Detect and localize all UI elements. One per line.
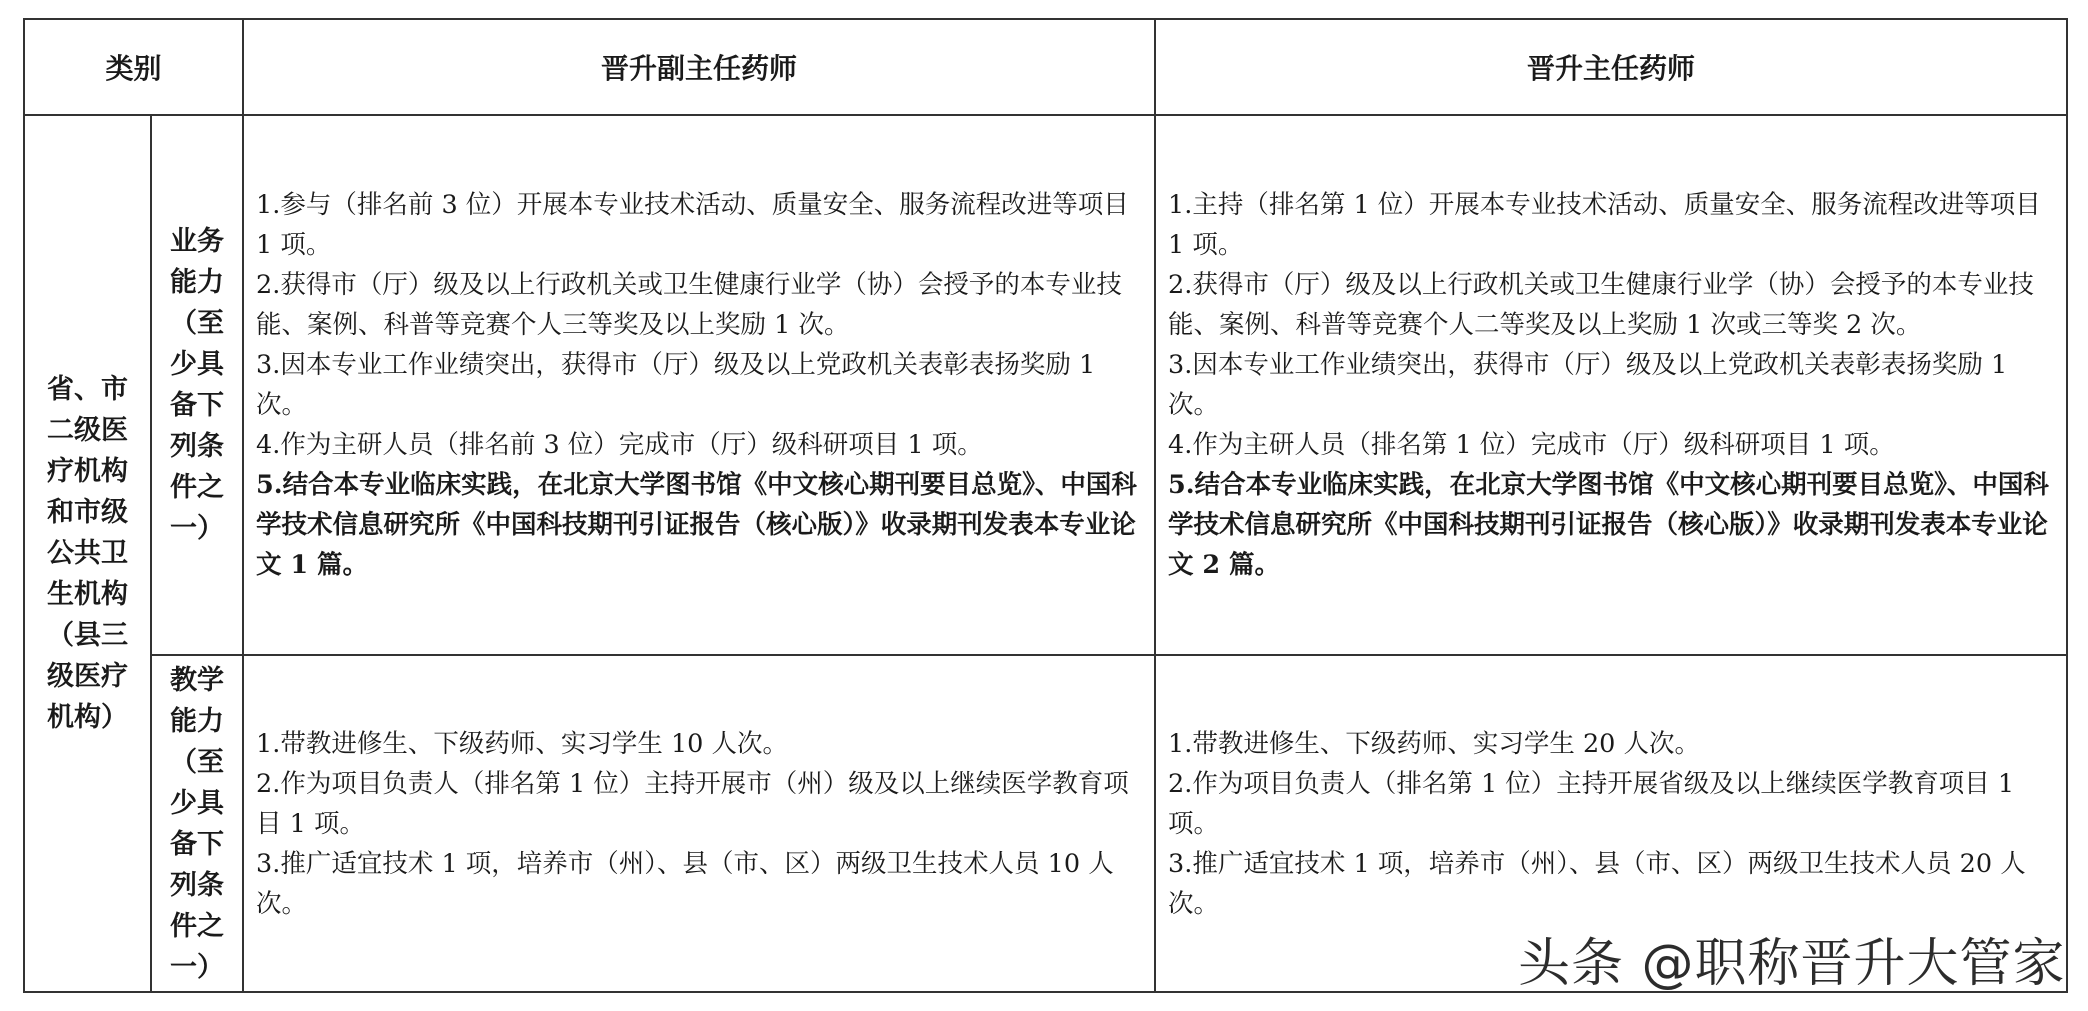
institution-label-line: 公共卫: [47, 538, 128, 569]
business-deputy-criteria: [243, 115, 1155, 655]
criteria-item: 3.推广适宜技术 1 项，培养市（州）、县（市、区）两级卫生技术人员 10 人次。: [256, 848, 1114, 919]
watermark: 头条 @职称晋升大管家: [1518, 934, 2066, 994]
criteria-item: 4.作为主研人员（排名第 1 位）完成市（厅）级科研项目 1 项。: [1168, 430, 1895, 460]
criteria-item: 2.获得市（厅）级及以上行政机关或卫生健康行业学（协）会授予的本专业技能、案例、科普等竞赛个人二等奖及以上奖励 1 次或三等奖 2 次。: [1168, 270, 2034, 340]
header-row: [24, 19, 2067, 115]
header-deputy-chief-pharmacist: 晋升副主任药师: [243, 19, 1155, 115]
business-label-line: 能力: [170, 267, 224, 298]
teaching-label-line: （至: [170, 746, 224, 778]
criteria-item: 3.推广适宜技术 1 项，培养市（州）、县（市、区）两级卫生技术人员 20 人次。: [1168, 848, 2026, 919]
business-row: [24, 115, 2067, 655]
criteria-item: 5.结合本专业临床实践，在北京大学图书馆《中文核心期刊要目总览》、中国科学技术信息研究所《中国科技期刊引证报告（核心版）》收录期刊发表本专业论文 1 篇。: [256, 470, 1137, 580]
institution-label: [24, 115, 151, 992]
institution-label-line: （县三: [47, 620, 128, 651]
teaching-ability-label: [151, 655, 243, 992]
business-label-line: 一）: [170, 513, 224, 544]
qualification-table: [23, 18, 2068, 993]
business-chief-criteria: [1155, 115, 2067, 655]
teaching-label-line: 少具: [170, 787, 224, 819]
institution-label-line: 二级医: [47, 415, 128, 446]
criteria-item: 2.获得市（厅）级及以上行政机关或卫生健康行业学（协）会授予的本专业技能、案例、科普等竞赛个人三等奖及以上奖励 1 次。: [256, 270, 1122, 340]
teaching-label-line: 教学: [170, 664, 224, 696]
business-ability-label: [151, 115, 243, 655]
institution-label-line: 和市级: [47, 497, 128, 528]
institution-label-line: 级医疗: [47, 661, 128, 692]
criteria-item: 2.作为项目负责人（排名第 1 位）主持开展市（州）级及以上继续医学教育项目 1 项。: [256, 768, 1129, 839]
criteria-item: 1.参与（排名前 3 位）开展本专业技术活动、质量安全、服务流程改进等项目 1 项。: [256, 190, 1129, 260]
header-chief-pharmacist: 晋升主任药师: [1155, 19, 2067, 115]
business-label-line: 备下: [170, 390, 224, 421]
business-label-line: 业务: [170, 226, 224, 257]
business-label-line: 少具: [170, 349, 224, 380]
teaching-label-line: 列条: [170, 869, 224, 901]
institution-label-line: 机构）: [47, 702, 128, 733]
criteria-item: 2.作为项目负责人（排名第 1 位）主持开展省级及以上继续医学教育项目 1 项。: [1168, 768, 2015, 839]
business-label-line: 件之: [170, 472, 224, 503]
teaching-label-line: 件之: [170, 910, 224, 942]
teaching-label-line: 能力: [170, 705, 224, 737]
criteria-item: 1.带教进修生、下级药师、实习学生 10 人次。: [256, 728, 789, 759]
institution-label-line: 省、市: [47, 374, 128, 405]
teaching-label-line: 备下: [170, 828, 224, 860]
criteria-item: 1.带教进修生、下级药师、实习学生 20 人次。: [1168, 728, 1701, 759]
criteria-item: 3.因本专业工作业绩突出，获得市（厅）级及以上党政机关表彰表扬奖励 1 次。: [256, 350, 1096, 420]
teaching-label-line: 一）: [170, 951, 224, 983]
criteria-item: 4.作为主研人员（排名前 3 位）完成市（厅）级科研项目 1 项。: [256, 430, 983, 460]
criteria-item: 3.因本专业工作业绩突出，获得市（厅）级及以上党政机关表彰表扬奖励 1 次。: [1168, 350, 2008, 420]
header-category: 类别: [24, 19, 243, 115]
business-label-line: （至: [170, 308, 224, 339]
criteria-item: 5.结合本专业临床实践，在北京大学图书馆《中文核心期刊要目总览》、中国科学技术信息研究所《中国科技期刊引证报告（核心版）》收录期刊发表本专业论文 2 篇。: [1168, 470, 2049, 580]
institution-label-line: 疗机构: [47, 456, 128, 487]
business-label-line: 列条: [170, 431, 224, 462]
institution-label-line: 生机构: [47, 579, 128, 610]
criteria-item: 1.主持（排名第 1 位）开展本专业技术活动、质量安全、服务流程改进等项目 1 项。: [1168, 190, 2041, 260]
teaching-deputy-criteria: [243, 655, 1155, 992]
